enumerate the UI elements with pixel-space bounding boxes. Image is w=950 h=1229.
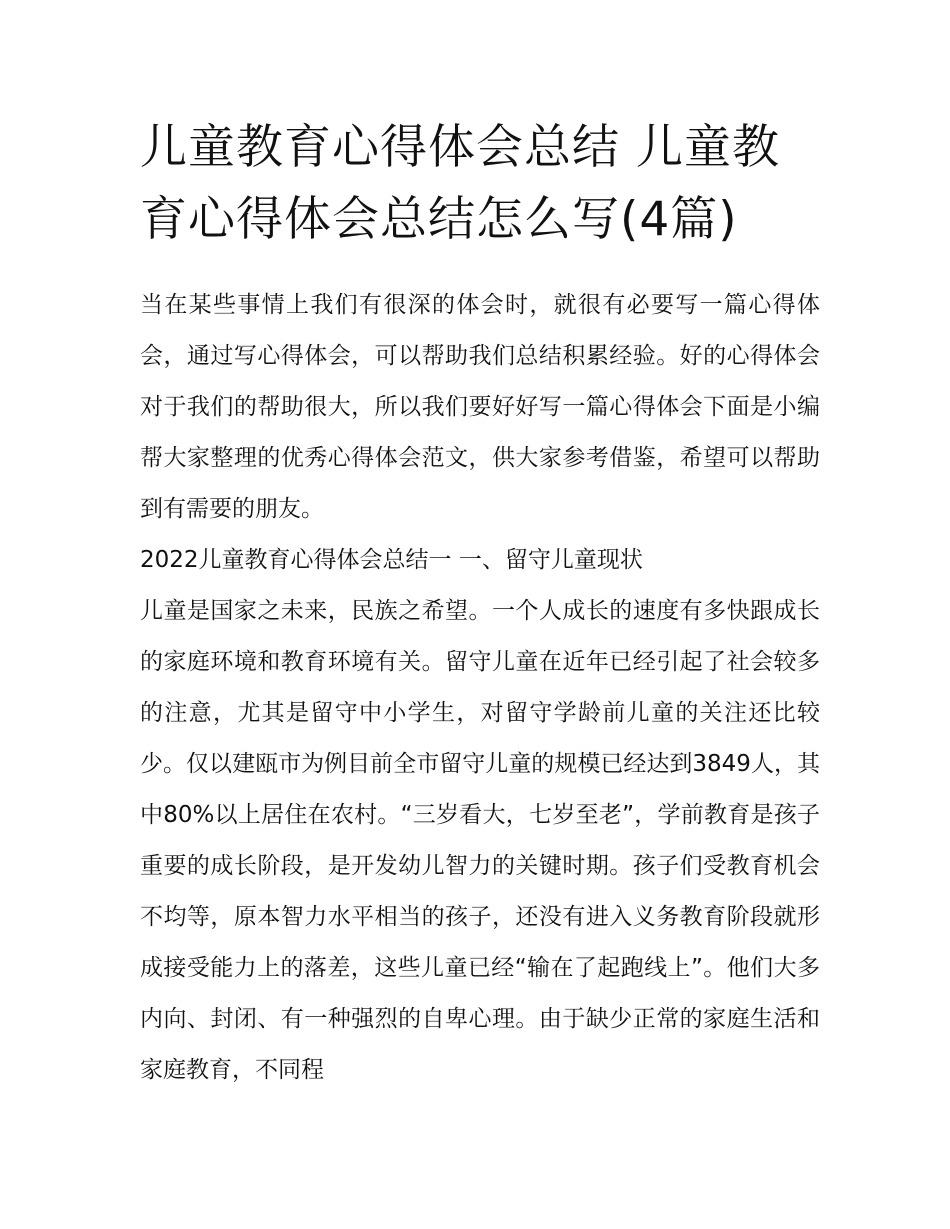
- document-page: [140, 112, 820, 1096]
- document-title: 儿童教育心得体会总结 儿童教育心得体会总结怎么写(4篇): [140, 120, 780, 247]
- section-heading: 2022儿童教育心得体会总结一 一、留守儿童现状: [140, 547, 643, 573]
- section-body-paragraph: 儿童是国家之未来，民族之希望。一个人成长的速度有多快跟成长的家庭环境和教育环境有关。留守儿童在近年已经引起了社会较多的注意，尤其是留守中小学生，对留守学龄前儿童的关注还比较少。仅以建瓯市为例目前全市留守儿童的规模已经达到3849人，其中80%以上居住在农村。“三岁看大，七岁至老”，学前教育是孩子重要的成长阶段，是开发幼儿智力的关键时期。孩子们受教育机会不均等，原本智力水平相当的孩子，还没有进入义务教育阶段就形成接受能力上的落差，这些儿童已经“输在了起跑线上”。他们大多内向、封闭、有一种强烈的自卑心理。由于缺少正常的家庭生活和家庭教育，不同程: [140, 598, 820, 1083]
- intro-paragraph: 当在某些事情上我们有很深的体会时，就很有必要写一篇心得体会，通过写心得体会，可以帮助我们总结积累经验。好的心得体会对于我们的帮助很大，所以我们要好好写一篇心得体会下面是小编帮大家整理的优秀心得体会范文，供大家参考借鉴，希望可以帮助到有需要的朋友。: [140, 292, 820, 522]
